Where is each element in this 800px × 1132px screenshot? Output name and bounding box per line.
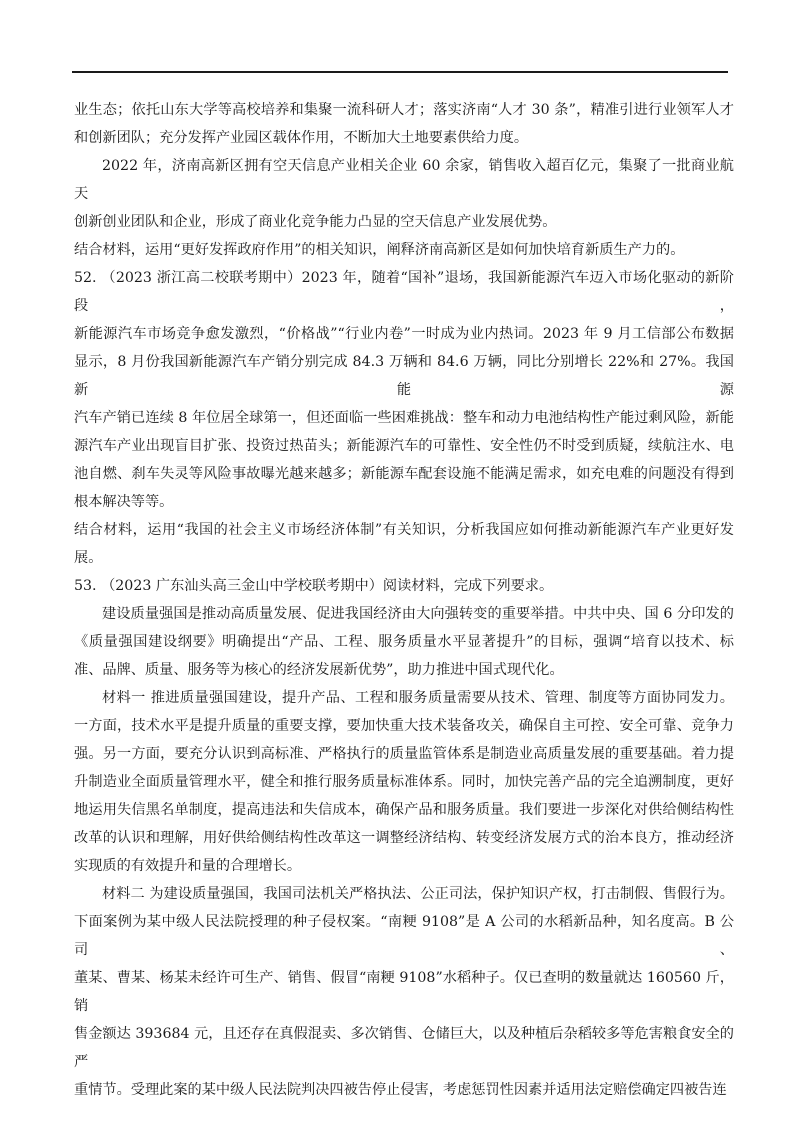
paragraph [74,152,734,236]
paragraph [74,600,734,684]
text-line: 强。另一方面，要充分认识到高标准、严格执行的质量监管体系是制造业高质量发展的重要基础。着力提 [74,746,734,762]
text-line: 下面案例为某中级人民法院授理的种子侵权案。“南粳 9108”是 A 公司的水稻新品种，知名度高。B 公司、 [74,914,734,958]
text-line: 地运用失信黑名单制度，提高违法和失信成本，确保产品和服务质量。我们要进一步深化对供给侧结构性 [74,802,734,818]
text-line: 显示，8 月份我国新能源汽车产销分别完成 84.3 万辆和 84.6 万辆，同比分别增长 22%和 27%。我国新能源 [74,354,734,398]
text-line: 升制造业全面质量管理水平，健全和推行服务质量标准体系。同时，加快完善产品的完全追溯制度，更好 [74,774,734,790]
text-line: 汽车产销已连续 8 年位居全球第一，但还面临一些困难挑战：整车和动力电池结构性产能过剩风险，新能 [74,410,734,426]
text-line: 售金额达 393684 元，且还存在真假混卖、多次销售、仓储巨大，以及种植后杂稻较多等危害粮食安全的严 [74,1026,734,1070]
text-line: 建设质量强国是推动高质量发展、促进我国经济由大向强转变的重要举措。中共中央、国 6 分印发的 [102,606,734,622]
text-line: 重情节。受理此案的某中级人民法院判决四被告停止侵害，考虑惩罚性因素并适用法定赔偿确定四被告连 [74,1082,727,1098]
text-line: 实现质的有效提升和量的合理增长。 [74,858,302,874]
text-line: 结合材料，运用“更好发挥政府作用”的相关知识，阐释济南高新区是如何加快培育新质生产力的。 [74,242,685,258]
text-line: 准、品牌、质量、服务等为核心的经济发展新优势”，助力推进中国式现代化。 [74,662,564,678]
text-line: 材料一 推进质量强国建设，提升产品、工程和服务质量需要从技术、管理、制度等方面协同发力。 [102,690,734,706]
text-line: 2022 年，济南高新区拥有空天信息产业相关企业 60 余家，销售收入超百亿元，集聚了一批商业航天 [74,158,734,202]
text-line: 《质量强国建设纲要》明确提出“产品、工程、服务质量水平显著提升”的目标，强调“培育以技术、标 [74,634,734,650]
text-line: 展。 [74,550,103,566]
text-line: 改革的认识和理解，用好供给侧结构性改革这一调整经济结构、转变经济发展方式的治本良方，推动经济 [74,830,734,846]
document-body [74,96,734,1104]
paragraph [74,572,734,600]
text-line: 52. （2023 浙江高二校联考期中）2023 年，随着“国补”退场，我国新能源汽车迈入市场化驱动的新阶段， [74,270,734,314]
text-line: 董某、曹某、杨某未经许可生产、销售、假冒“南粳 9108”水稻种子。仅已查明的数量就达 160560 斤，销 [74,970,734,1014]
text-line: 一方面，技术水平是提升质量的重要支撑，要加快重大技术装备攻关，确保自主可控、安全可靠、竞争力 [74,718,734,734]
text-line: 源汽车产业出现盲目扩张、投资过热苗头；新能源汽车的可靠性、安全性仍不时受到质疑，续航注水、电 [74,438,734,454]
text-line: 池自燃、刹车失灵等风险事故曝光越来越多；新能源车配套设施不能满足需求，如充电难的问题没有得到 [74,466,734,482]
paragraph [74,236,734,264]
paragraph [74,880,734,1104]
paragraph [74,96,734,152]
text-line: 业生态；依托山东大学等高校培养和集聚一流科研人才；落实济南“人才 30 条”，精准引进行业领军人才 [74,102,734,118]
text-line: 结合材料，运用“我国的社会主义市场经济体制”有关知识，分析我国应如何推动新能源汽车产业更好发 [74,522,734,538]
paragraph [74,264,734,516]
header-rule [72,71,728,73]
text-line: 根本解决等等。 [74,494,174,510]
text-line: 53. （2023 广东汕头高三金山中学校联考期中）阅读材料，完成下列要求。 [74,578,554,594]
text-line: 新能源汽车市场竞争愈发激烈，“价格战”“行业内卷”一时成为业内热词。2023 年 9 月工信部公布数据 [74,326,734,342]
text-line: 创新创业团队和企业，形成了商业化竞争能力凸显的空天信息产业发展优势。 [74,214,557,230]
text-line: 材料二 为建设质量强国，我国司法机关严格执法、公正司法，保护知识产权，打击制假、售假行为。 [102,886,734,902]
text-line: 和创新团队；充分发挥产业园区载体作用，不断加大土地要素供给力度。 [74,130,529,146]
paragraph [74,684,734,880]
paragraph [74,516,734,572]
